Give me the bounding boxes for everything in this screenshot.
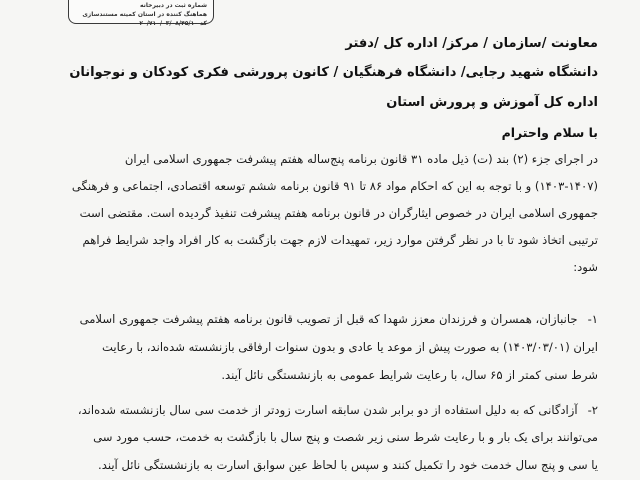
registration-stamp <box>68 0 214 27</box>
item-1-line-2: ایران (۱۴۰۳/۰۳/۰۱) به صورت پیش از موعد یا عادی و بدون سنوات ارفاقی بازنشسته شده‌اند، با رعایت <box>101 340 598 354</box>
body-line-5: شود: <box>573 260 598 274</box>
recipient-line-2: دانشگاه شهید رجایی/ دانشگاه فرهنگیان / کانون پرورشی فکری کودکان و نوجوانان <box>69 65 598 80</box>
item-1-number: ۱- <box>587 312 598 326</box>
stamp-line-1: شماره ثبت در دبیرخانه <box>139 2 207 9</box>
recipient-line-1: معاونت /سازمان / مرکز/ اداره کل /دفتر <box>345 36 598 51</box>
item-2-line-3: یا سی و پنج سال خدمت خود را تکمیل کنند و سپس با لحاظ عین سوابق اسارت به بازنشستگی نائل آیند. <box>98 458 598 472</box>
stamp-line-2: هماهنگ کننده در استان کمیته مستندسازی <box>82 11 207 18</box>
recipient-line-3: اداره کل آموزش و پرورش استان <box>386 95 598 110</box>
item-1-text-1: جانبازان، همسران و فرزندان معزز شهدا که قبل از تصویب قانون برنامه هفتم پیشرفت جمهوری اسلامی <box>79 312 578 326</box>
body-line-2: (۱۴۰۳-۱۴۰۷) و با توجه به این که احکام مواد ۸۶ تا ۹۱ قانون برنامه ششم توسعه اقتصادی، اجتماعی و فرهنگی <box>71 179 598 193</box>
item-1-line-1 <box>80 312 598 326</box>
item-2-line-2: می‌توانند برای یک بار و با رعایت شرط سنی زیر شصت و پنج سال با بازگشت به خدمت، حسب مورد سی <box>93 430 598 444</box>
item-2-number: ۲- <box>587 403 598 417</box>
item-2-text-1: آزادگانی که به دلیل استفاده از دو برابر شدن سابقه اسارت زودتر از خدمت سی سال بازنشسته شده‌اند، <box>77 403 578 417</box>
stamp-line-3: کد ۲۰/۷۱۰/۰۳/۰۸/۴۵/۱۰ <box>139 20 207 27</box>
body-line-3: جمهوری اسلامی ایران در خصوص ایثارگران در قانون برنامه هفتم پیشرفت تنفیذ گردیده است. مقتضی است <box>79 206 598 220</box>
body-line-4: ترتیبی اتخاذ شود تا با در نظر گرفتن موارد زیر، تمهیدات لازم جهت بازگشت به کار افراد واجد شرایط فراهم <box>82 233 598 247</box>
body-line-1: در اجرای جزء (۲) بند (ت) ذیل ماده ۳۱ قانون برنامه پنج‌ساله هفتم پیشرفت جمهوری اسلامی ایران <box>124 152 598 166</box>
greeting: با سلام واحترام <box>501 125 598 140</box>
item-1-line-3: شرط سنی کمتر از ۶۵ سال، با رعایت شرایط عمومی به بازنشستگی نائل آیند. <box>221 368 598 382</box>
item-2-line-1 <box>78 403 598 417</box>
